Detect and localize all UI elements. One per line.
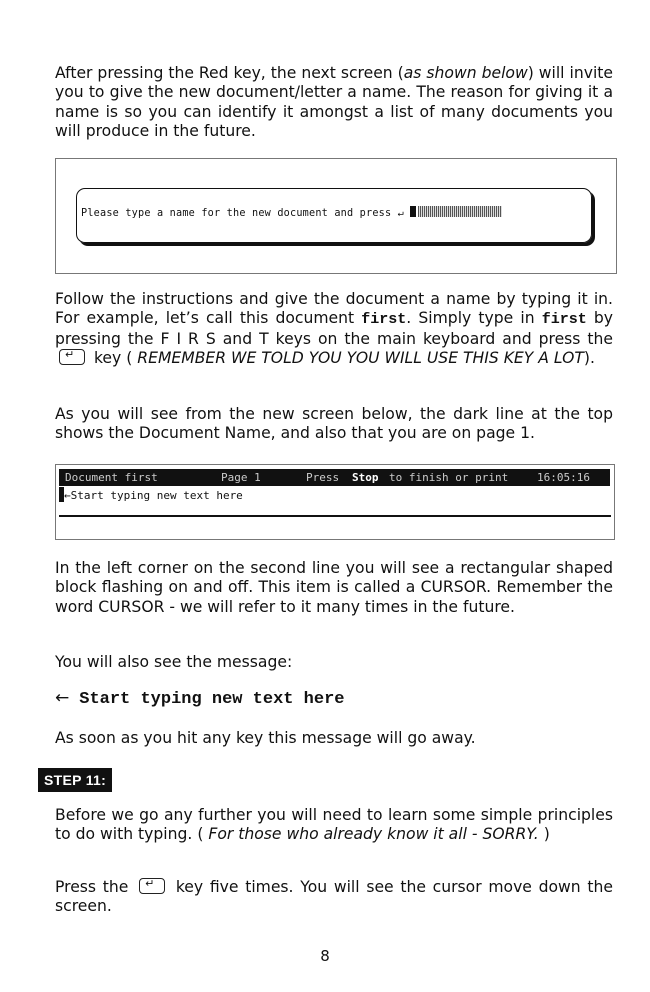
press-enter-text-b: key five times. You will see the cursor move down the screen. bbox=[55, 878, 614, 916]
go-away-paragraph: As soon as you hit any key this message will go away. bbox=[55, 729, 476, 747]
press-enter-text-a: Press the bbox=[55, 878, 136, 896]
stop-key-label: Stop bbox=[352, 471, 379, 484]
name-prompt-box bbox=[76, 188, 592, 243]
intro-emphasis: as shown below bbox=[403, 64, 528, 82]
follow-text-e: ). bbox=[583, 348, 595, 367]
press-label: Press bbox=[306, 471, 340, 484]
follow-emphasis: REMEMBER WE TOLD YOU YOU WILL USE THIS KEY A LOT bbox=[137, 348, 584, 367]
intro-text-b: ) will invite you to give the new document/letter a name. The reason for giving it a name is so you can identify it amongst a list of many documents you will produce in the future. bbox=[55, 64, 613, 140]
editor-first-line bbox=[59, 487, 243, 504]
example-name-2: first bbox=[541, 311, 587, 329]
screen-divider bbox=[59, 515, 611, 517]
cursor-paragraph: In the left corner on the second line you will see a rectangular shaped block flashing on and off. This item is called a CURSOR. Remember the word CURSOR - we will refer to it many times in the future. bbox=[55, 559, 613, 616]
message-intro: You will also see the message: bbox=[55, 653, 293, 671]
follow-paragraph bbox=[55, 290, 613, 368]
left-arrow-icon: ← bbox=[55, 688, 70, 708]
intro-paragraph bbox=[55, 64, 613, 141]
name-prompt bbox=[81, 206, 502, 219]
page-number: 8 bbox=[320, 947, 330, 965]
name-prompt-screen bbox=[55, 158, 617, 274]
input-field-shading bbox=[418, 206, 502, 217]
before-text-b: ) bbox=[538, 825, 550, 844]
follow-text-a: Follow the instructions and give the document a name by typing it in. For example, let’s call this document bbox=[55, 290, 613, 328]
follow-text-d: key ( bbox=[89, 348, 138, 367]
press-enter-paragraph bbox=[55, 878, 613, 917]
new-screen-paragraph: As you will see from the new screen below, the dark line at the top shows the Document Name, and also that you are on page 1. bbox=[55, 405, 613, 443]
finish-instruction: to finish or print bbox=[389, 471, 509, 484]
follow-text-b: . Simply type in bbox=[406, 309, 542, 328]
before-text-a: Before we go any further you will need to learn some simple principles to do with typing. ( bbox=[55, 806, 613, 844]
start-typing-prompt: ←Start typing new text here bbox=[64, 489, 243, 502]
document-name: Document first bbox=[65, 471, 158, 484]
start-typing-text: Start typing new text here bbox=[79, 690, 345, 709]
start-typing-message bbox=[55, 688, 345, 709]
page-indicator: Page 1 bbox=[221, 471, 261, 484]
follow-text-c: by pressing the F I R S and T keys on the main keyboard and press the bbox=[55, 309, 613, 348]
name-prompt-text: Please type a name for the new document and press ↵ bbox=[81, 208, 411, 219]
enter-key-icon bbox=[139, 878, 165, 894]
enter-key-icon bbox=[59, 349, 85, 365]
editor-screen bbox=[55, 464, 615, 540]
before-paragraph bbox=[55, 806, 613, 845]
before-emphasis: For those who already know it all - SORRY. bbox=[208, 825, 539, 844]
example-name-1: first bbox=[361, 311, 407, 329]
status-bar bbox=[59, 469, 610, 486]
step-heading: STEP 11: bbox=[38, 768, 112, 792]
intro-text-a: After pressing the Red key, the next screen ( bbox=[55, 64, 404, 82]
cursor-block bbox=[410, 206, 416, 217]
clock: 16:05:16 bbox=[537, 471, 590, 484]
